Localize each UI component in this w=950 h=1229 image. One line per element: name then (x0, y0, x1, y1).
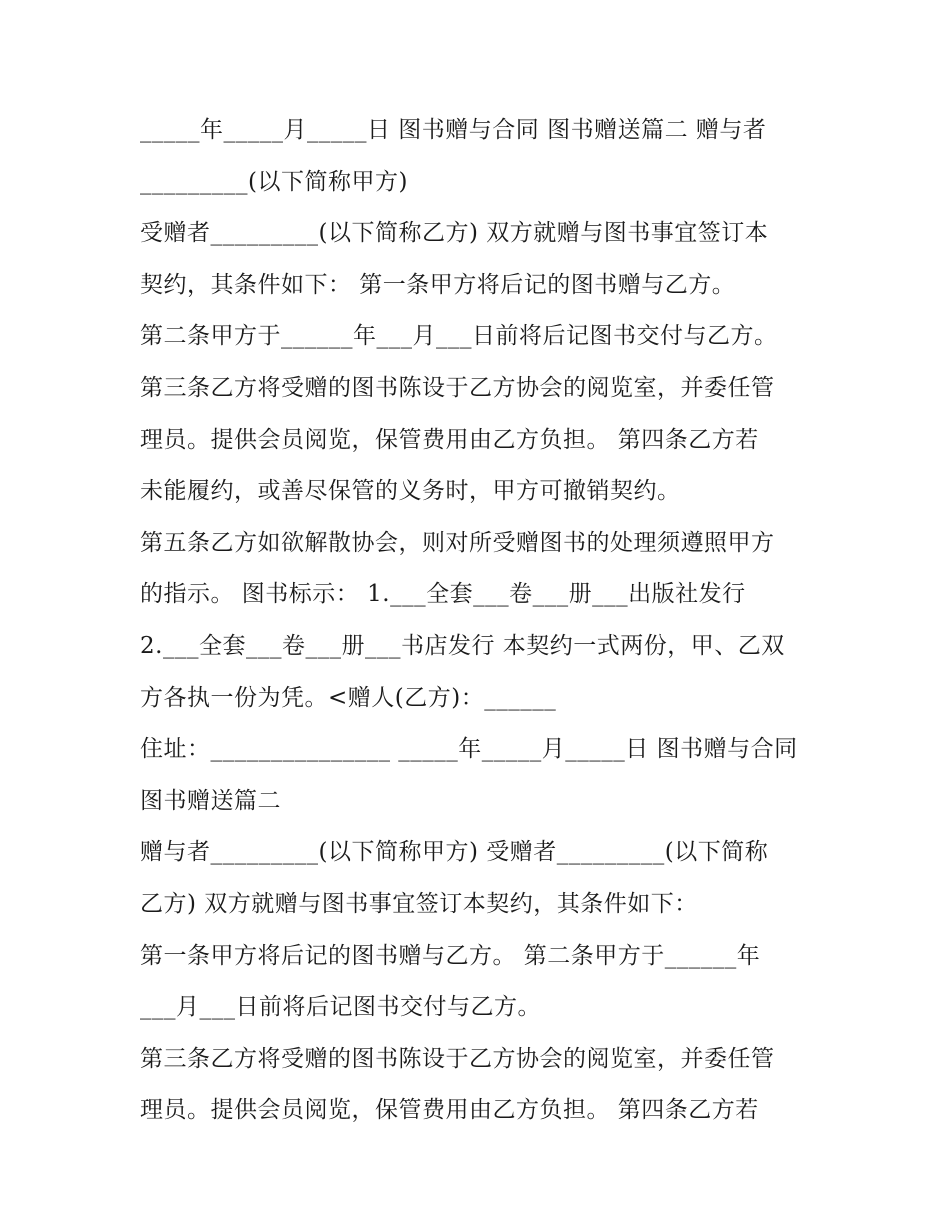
text-line: 2.___全套___卷___册___书店发行 本契约一式两份，甲、乙双 (140, 632, 785, 659)
text-line: 乙方) 双方就赠与图书事宜签订本契约，其条件如下： (140, 890, 698, 917)
text-line: 第五条乙方如欲解散协会，则对所受赠图书的处理须遵照甲方 (140, 529, 775, 556)
text-line: 第三条乙方将受赠的图书陈设于乙方协会的阅览室，并委任管 (140, 1045, 775, 1072)
text-line: 方各执一份为凭。<赠人(乙方)：______ (140, 684, 557, 711)
text-line: 赠与者_________(以下简称甲方) 受赠者_________(以下简称 (140, 839, 769, 866)
text-line: 第一条甲方将后记的图书赠与乙方。 第二条甲方于______年 (140, 942, 761, 969)
text-line: 第三条乙方将受赠的图书陈设于乙方协会的阅览室，并委任管 (140, 374, 775, 401)
text-line: 未能履约，或善尽保管的义务时，甲方可撤销契约。 (140, 478, 681, 505)
text-line: _________(以下简称甲方) (140, 168, 408, 195)
text-line: 图书赠送篇二 (140, 787, 281, 814)
text-line: 理员。提供会员阅览，保管费用由乙方负担。 第四条乙方若 (140, 1097, 759, 1124)
text-line: 住址：_______________ _____年_____月_____日 图书赠与合同 (140, 736, 798, 763)
text-line: 契约，其条件如下： 第一条甲方将后记的图书赠与乙方。 (140, 271, 736, 298)
text-line: ___月___日前将后记图书交付与乙方。 (140, 994, 541, 1021)
text-line: _____年_____月_____日 图书赠与合同 图书赠送篇二 赠与者 (140, 117, 767, 143)
text-line: 受赠者_________(以下简称乙方) 双方就赠与图书事宜签订本 (140, 220, 769, 247)
text-line: 的指示。 图书标示： 1.___全套___卷___册___出版社发行 (140, 581, 746, 608)
text-line: 理员。提供会员阅览，保管费用由乙方负担。 第四条乙方若 (140, 426, 759, 453)
document-body (140, 108, 820, 1140)
text-line: 第二条甲方于______年___月___日前将后记图书交付与乙方。 (140, 323, 778, 350)
